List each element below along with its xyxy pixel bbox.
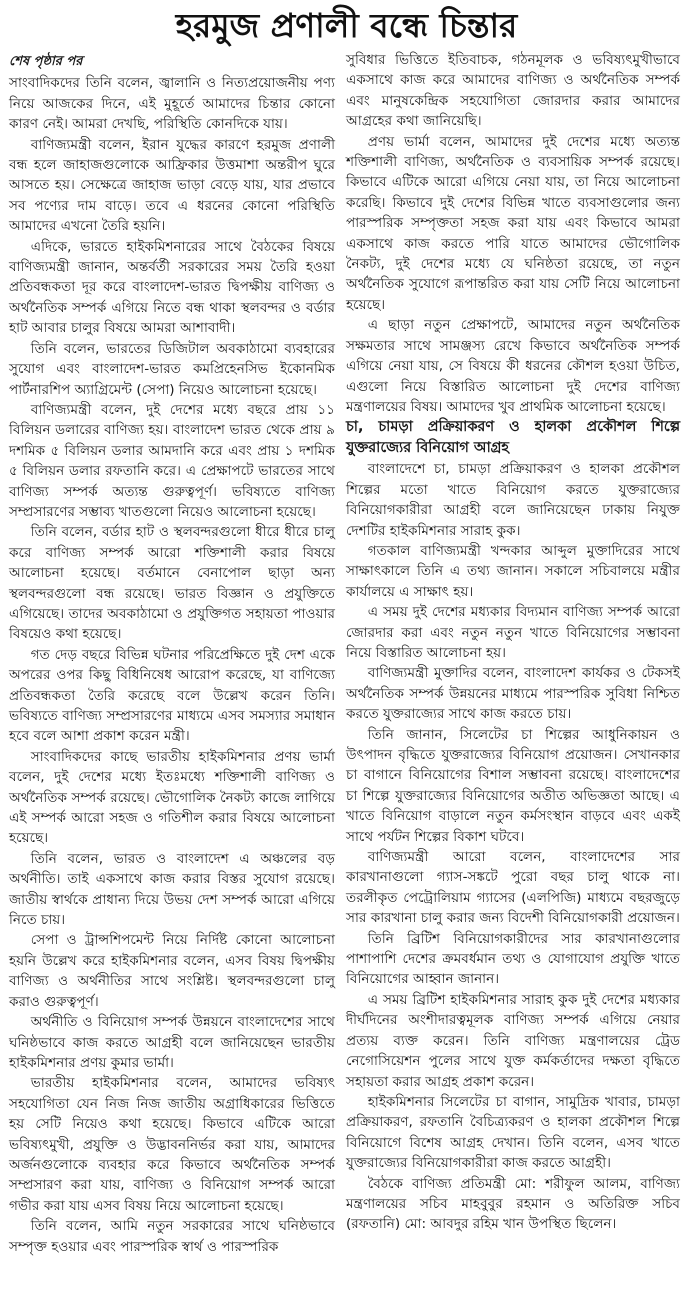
section-subheading: চা, চামড়া প্রক্রিয়াকরণ ও হালকা প্রকৌশল শিল্পে যুক্তরাজ্যের বিনিয়োগ আগ্রহ xyxy=(346,419,680,457)
article-paragraph: তিনি জানান, সিলেটের চা শিল্পের আধুনিকায়ন ও উৎপাদন বৃদ্ধিতে যুক্তরাজ্যের বিনিয়োগ প্রয়োজন। সেখানকার চা বাগানে বিনিয়োগের বিশাল সম্ভাবনা রয়েছে। বাংলাদেশের চা শিল্পে যুক্তরাজ্যের বিনিয়োগের অতীত অভিজ্ঞতা আছে। এ খাতে বিনিয়োগ বাড়ালে নতুন কর্মসংস্থান বাড়বে এবং একই সাথে পর্যটন শিল্পের বিকাশ ঘটবে। xyxy=(346,726,680,845)
article-paragraph: বৈঠকে বাণিজ্য প্রতিমন্ত্রী মো: শরীফুল আলম, বাণিজ্য মন্ত্রণালয়ের সচিব মাহবুবুর রহমান ও অতিরিক্ত সচিব (রফতানি) মো: আবদুর রহিম খান উপস্থিত ছিলেন। xyxy=(346,1175,680,1233)
article-paragraph: প্রণয় ভার্মা বলেন, আমাদের দুই দেশের মধ্যে অত্যন্ত শক্তিশালী বাণিজ্য, অর্থনৈতিক ও ব্যবসায়িক সম্পর্ক রয়েছে। কিভাবে এটিকে আরো এগিয়ে নেয়া যায়, তা নিয়ে আলোচনা করেছি। কিভাবে দুই দেশের বিভিন্ন খাতে ব্যবসাগুলোর জন্য পারস্পরিক সম্পৃক্ততা সহজ করা যায় এবং কিভাবে আমরা একসাথে কাজ করতে পারি যাতে আমাদের ভৌগোলিক নৈকট্য, দুই দেশের মধ্যে যে ঘনিষ্ঠতা রয়েছে, তা নতুন অর্থনৈতিক সুযোগে রূপান্তরিত করা যায় সেটি নিয়ে আলোচনা হয়েছে। xyxy=(346,133,680,313)
article-paragraph: এদিকে, ভারতে হাইকমিশনারের সাথে বৈঠকের বিষয়ে বাণিজ্যমন্ত্রী জানান, অন্তর্বর্তী সরকারের সময় তৈরি হওয়া প্রতিবন্ধকতা দূর করে বাংলাদেশ-ভারত দ্বিপক্ষীয় বাণিজ্য ও অর্থনৈতিক সম্পর্ক এগিয়ে নিতে বন্ধ থাকা স্থলবন্দর ও বর্ডার হাট আবার চালুর বিষয়ে আমরা আশাবাদী। xyxy=(9,238,335,337)
article-paragraph: তিনি ব্রিটিশ বিনিয়োগকারীদের সার কারখানাগুলোর পাশাপাশি দেশের ক্রমবর্ধমান তথ্য ও যোগাযোগ প্রযুক্তি খাতে বিনিয়োগের আহ্বান জানান। xyxy=(346,930,680,988)
continued-from-label: শেষ পৃষ্ঠার পর xyxy=(9,54,83,69)
article-paragraph: হাইকমিশনার সিলেটের চা বাগান, সামুদ্রিক খাবার, চামড়া প্রক্রিয়াকরণ, রফতানি বৈচিত্র্যকরণ ও হালকা প্রকৌশল শিল্পে বিনিয়োগে বিশেষ আগ্রহ দেখান। তিনি বলেন, এসব খাতে যুক্তরাজ্যের বিনিয়োগকারীরা কাজ করতে আগ্রহী। xyxy=(346,1093,680,1172)
article-paragraph: সেপা ও ট্রান্সশিপমেন্ট নিয়ে নির্দিষ্ট কোনো আলোচনা হয়নি উল্লেখ করে হাইকমিশনার বলেন, এসব বিষয় দ্বিপক্ষীয় বাণিজ্য ও অর্থনীতির সাথে সংশ্লিষ্ট। স্থলবন্দরগুলো চালু করাও গুরুত্বপূর্ণ। xyxy=(9,932,335,1010)
article-paragraph: ভারতীয় হাইকমিশনার বলেন, আমাদের ভবিষ্যৎ সহযোগিতা যেন নিজ নিজ জাতীয় অগ্রাধিকারের ভিত্তিতে হয় সেটি নিয়েও কথা হয়েছে। কিভাবে এটিকে আরো ভবিষ্যৎমুখী, প্রযুক্তি ও উদ্ভাবননির্ভর করা যায়, আমাদের অর্জনগুলোকে ব্যবহার করে কিভাবে অর্থনৈতিক সম্পর্ক সম্প্রসারণ করা যায়, বাণিজ্য ও বিনিয়োগ সম্পর্ক আরো গভীর করা যায় এসব বিষয় নিয়ে আলোচনা হয়েছে। xyxy=(9,1075,335,1214)
article-headline: হরমুজ প্রণালী বন্ধে চিন্তার xyxy=(175,6,518,45)
article-paragraph: গতকাল বাণিজ্যমন্ত্রী খন্দকার আব্দুল মুক্তাদিরের সাথে সাক্ষাৎকালে তিনি এ তথ্য জানান। সকালে সচিবালয়ে মন্ত্রীর কার্যালয়ে এ সাক্ষাৎ হয়। xyxy=(346,542,680,600)
article-paragraph: গত দেড় বছরে বিভিন্ন ঘটনার পরিপ্রেক্ষিতে দুই দেশ একে অপরের ওপর কিছু বিধিনিষেধ আরোপ করেছে, যা বাণিজ্যে প্রতিবন্ধকতা তৈরি করেছে বলে উল্লেখ করেন তিনি। ভবিষ্যতে বাণিজ্য সম্প্রসারণের মাধ্যমে এসব সমস্যার সমাধান হবে বলে আশা প্রকাশ করেন মন্ত্রী। xyxy=(9,646,335,745)
article-paragraph: বাণিজ্যমন্ত্রী মুক্তাদির বলেন, বাংলাদেশ কার্যকর ও টেকসই অর্থনৈতিক সম্পর্ক উন্নয়নের মাধ্যমে পারস্পরিক সুবিধা নিশ্চিত করতে যুক্তরাজ্যের সাথে কাজ করতে চায়। xyxy=(346,665,680,723)
article-paragraph: বাণিজ্যমন্ত্রী আরো বলেন, বাংলাদেশের সার কারখানাগুলো গ্যাস-সঙ্কটে পুরো বছর চালু থাকে না। তরলীকৃত পেট্রোলিয়াম গ্যাসের (এলপিজি) মাধ্যমে বছরজুড়ে সার কারখানা চালু করার জন্য বিদেশী বিনিয়োগকারী প্রয়োজন। xyxy=(346,849,680,927)
left-paragraphs xyxy=(9,73,335,1257)
article-paragraph: তিনি বলেন, ভারত ও বাংলাদেশ এ অঞ্চলের বড় অর্থনীতি। তাই একসাথে কাজ করার বিস্তর সুযোগ রয়েছে। জাতীয় স্বার্থকে প্রাধান্য দিয়ে উভয় দেশ সম্পর্ক আরো এগিয়ে নিতে চায়। xyxy=(9,850,335,929)
article-paragraph: সাংবাদিকদের তিনি বলেন, জ্বালানি ও নিত্যপ্রয়োজনীয় পণ্য নিয়ে আজকের দিনে, এই মুহূর্তে আমাদের চিন্তার কোনো কারণ নেই। আমরা দেখছি, পরিস্থিতি কোনদিকে যায়। xyxy=(9,75,335,133)
left-column xyxy=(9,52,335,1257)
article-paragraph: অর্থনীতি ও বিনিয়োগ সম্পর্ক উন্নয়নে বাংলাদেশের সাথে ঘনিষ্ঠভাবে কাজ করতে আগ্রহী বলে জানিয়েছেন ভারতীয় হাইকমিশনার প্রণয় কুমার ভার্মা। xyxy=(9,1014,335,1071)
article-paragraph: সুবিধার ভিত্তিতে ইতিবাচক, গঠনমূলক ও ভবিষ্যৎমুখীভাবে একসাথে কাজ করে আমাদের বাণিজ্য ও অর্থনৈতিক সম্পর্ক এবং মানুষকেন্দ্রিক সহযোগিতা জোরদার করার আমাদের আগ্রহের কথা জানিয়েছি। xyxy=(346,52,680,130)
right-paragraphs-bottom xyxy=(346,459,680,1234)
article-paragraph: বাণিজ্যমন্ত্রী বলেন, দুই দেশের মধ্যে বছরে প্রায় ১১ বিলিয়ন ডলারের বাণিজ্য হয়। বাংলাদেশ ভারত থেকে প্রায় ৯ দশমিক ৫ বিলিয়ন ডলার আমদানি করে এবং প্রায় ১ দশমিক ৫ বিলিয়ন ডলার রফতানি করে। এ প্রেক্ষাপটে ভারতের সাথে বাণিজ্য সম্পর্ক অত্যন্ত গুরুত্বপূর্ণ। ভবিষ্যতে বাণিজ্য সম্প্রসারণের সম্ভাব্য খাতগুলো নিয়েও আলোচনা হয়েছে। xyxy=(9,401,335,520)
article-paragraph: তিনি বলেন, ভারতের ডিজিটাল অবকাঠামো ব্যবহারের সুযোগ এবং বাংলাদেশ-ভারত কমপ্রিহেনসিভ ইকোনমিক পার্টনারশিপ অ্যাগ্রিমেন্ট (সেপা) নিয়েও আলোচনা হয়েছে। xyxy=(9,340,335,398)
right-paragraphs-top xyxy=(346,50,680,417)
article-paragraph: এ সময় দুই দেশের মধ্যকার বিদ্যমান বাণিজ্য সম্পর্ক আরো জোরদার করা এবং নতুন নতুন খাতে বিনিয়োগের সম্ভাবনা নিয়ে বিস্তারিত আলোচনা হয়। xyxy=(346,604,680,661)
article-paragraph: এ ছাড়া নতুন প্রেক্ষাপটে, আমাদের নতুন অর্থনৈতিক সক্ষমতার সাথে সামঞ্জস্য রেখে কিভাবে অর্থনৈতিক সম্পর্ক এগিয়ে নেয়া যায়, সে বিষয়ে কী ধরনের কৌশল হওয়া উচিত, এগুলো নিয়ে বিস্তারিত আলোচনা দুই দেশের বাণিজ্য মন্ত্রণালয়ের বিষয়। আমাদের খুব প্রাথমিক আলোচনা হয়েছে। xyxy=(346,317,680,415)
right-column xyxy=(346,50,680,1235)
article-paragraph: তিনি বলেন, আমি নতুন সরকারের সাথে ঘনিষ্ঠভাবে সম্পৃক্ত হওয়ার এবং পারস্পরিক স্বার্থ ও পারস্পরিক xyxy=(9,1218,335,1255)
article-paragraph: সাংবাদিকদের কাছে ভারতীয় হাইকমিশনার প্রণয় ভার্মা বলেন, দুই দেশের মধ্যে ইতঃমধ্যে শক্তিশালী বাণিজ্য ও অর্থনৈতিক সম্পর্ক রয়েছে। ভৌগোলিক নৈকট্য কাজে লাগিয়ে এই সম্পর্ক আরো সহজ ও গতিশীল করার বিষয়ে আলোচনা হয়েছে। xyxy=(9,748,335,847)
article-paragraph: বাণিজ্যমন্ত্রী বলেন, ইরান যুদ্ধের কারণে হরমুজ প্রণালী বন্ধ হলে জাহাজগুলোকে আফ্রিকার উত্তমাশা অন্তরীপ ঘুরে আসতে হয়। সেক্ষেত্রে জাহাজ ভাড়া বেড়ে যায়, যার প্রভাবে সব পণ্যের দাম বাড়ে। তবে এ ধরনের কোনো পরিস্থিতি আমাদের এখনো তৈরি হয়নি। xyxy=(9,136,335,235)
article-paragraph: বাংলাদেশে চা, চামড়া প্রক্রিয়াকরণ ও হালকা প্রকৌশল শিল্পের মতো খাতে বিনিয়োগ করতে যুক্তরাজ্যের বিনিয়োগকারীরা আগ্রহী বলে জানিয়েছেন ঢাকায় নিযুক্ত দেশটির হাইকমিশনার সারাহ কুক। xyxy=(346,461,680,539)
article-paragraph: তিনি বলেন, বর্ডার হাট ও স্থলবন্দরগুলো ধীরে ধীরে চালু করে বাণিজ্য সম্পর্ক আরো শক্তিশালী করার বিষয়ে আলোচনা হয়েছে। বর্তমানে বেনাপোল ছাড়া অন্য স্থলবন্দরগুলো বন্ধ রয়েছে। ভারত বিজ্ঞান ও প্রযুক্তিতে এগিয়েছে। তাদের অবকাঠামো ও প্রযুক্তিগত সহায়তা পাওয়ার বিষয়েও কথা হয়েছে। xyxy=(9,524,335,643)
article-paragraph: এ সময় ব্রিটিশ হাইকমিশনার সারাহ কুক দুই দেশের মধ্যকার দীর্ঘদিনের অংশীদারত্বমূলক বাণিজ্য সম্পর্ক এগিয়ে নেয়ার প্রত্যয় ব্যক্ত করেন। তিনি বাণিজ্য মন্ত্রণালয়ের ট্রেড নেগোসিয়েশন পুলের সাথে যুক্ত কর্মকর্তাদের দক্ষতা বৃদ্ধিতে সহায়তা করার আগ্রহ প্রকাশ করেন। xyxy=(346,991,680,1090)
